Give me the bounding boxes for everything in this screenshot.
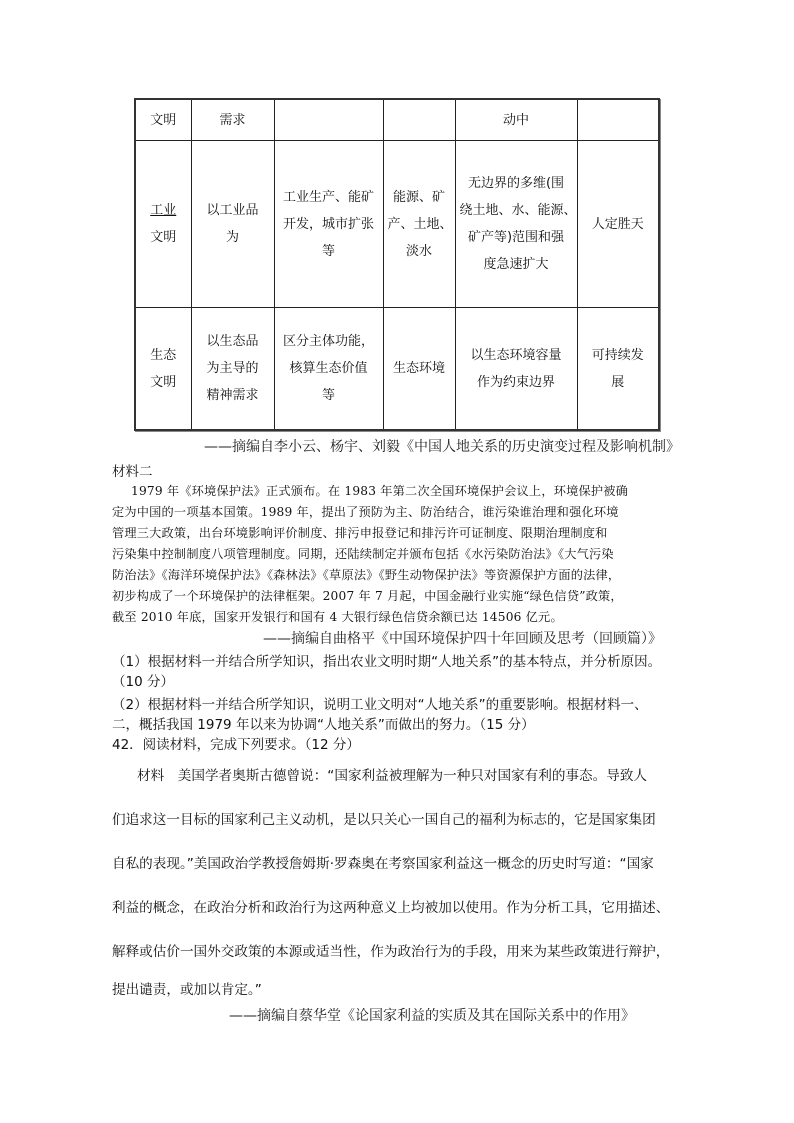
table-cell: 以工业品 为 <box>191 141 274 308</box>
table-cell: 区分主体功能， 核算生态价值 等 <box>274 308 383 431</box>
table-cell: 生态 文明 <box>135 308 191 431</box>
source-citation-2: ——摘编自曲格平《中国环境保护四十年回顾及思考（回顾篇）》 <box>263 631 662 647</box>
paragraph-line: 解释或估价一国外交政策的本源或适当性，作为政治行为的手段，用来为某些政策进行辩护， <box>112 944 670 960</box>
table-cell: 需求 <box>191 99 274 141</box>
paragraph-line: 截至 2010 年底，国家开发银行和国有 4 大银行绿色信贷余额已达 14506 亿元。 <box>112 610 563 624</box>
paragraph-line: 利益的概念，在政治分析和政治行为这两种意义上均被加以使用。作为分析工具，它用描述、 <box>112 900 670 916</box>
paragraph-line: 们追求这一目标的国家利己主义动机，是以只关心一国自己的福利为标志的，它是国家集团 <box>112 812 656 828</box>
paragraph-line: 初步构成了一个环境保护的法律框架。2007 年 7 月起，中国金融行业实施“绿色信贷”政策， <box>112 589 623 603</box>
table-cell <box>577 99 659 141</box>
table-row <box>135 308 659 431</box>
paragraph-line: 材料 美国学者奥斯古德曾说：“国家利益被理解为一种只对国家有利的事态。导致人 <box>137 768 648 784</box>
question-2: （2）根据材料一并结合所学知识，说明工业文明对“人地关系”的重要影响。根据材料一、 <box>112 697 648 713</box>
source-citation-1: ——摘编自李小云、杨宇、刘毅《中国人地关系的历史演变过程及影响机制》 <box>204 439 680 455</box>
table-cell: 工业生产、能矿 开发，城市扩张 等 <box>274 141 383 308</box>
table-cell: 生态环境 <box>383 308 455 431</box>
table-cell: 以生态环境容量 作为约束边界 <box>455 308 577 431</box>
table-cell <box>383 99 455 141</box>
paragraph-line: 管理三大政策，出台环境影响评价制度、排污申报登记和排污许可证制度、限期治理制度和 <box>112 526 608 540</box>
material-2-title: 材料二 <box>112 464 153 480</box>
paragraph-line: 1979 年《环境保护法》正式颁布。在 1983 年第二次全国环境保护会议上，环境保护被确 <box>131 484 629 498</box>
table-cell <box>274 99 383 141</box>
table-cell: 可持续发 展 <box>577 308 659 431</box>
question-1: （1）根据材料一并结合所学知识，指出农业文明时期“人地关系”的基本特点，并分析原因。 <box>112 654 662 670</box>
table-cell: 文明 <box>135 99 191 141</box>
source-citation-3: ——摘编自蔡华堂《论国家利益的实质及其在国际关系中的作用》 <box>229 1008 635 1024</box>
table-cell: 能源、矿 产、土地、 淡水 <box>383 141 455 308</box>
table-cell: 人定胜天 <box>577 141 659 308</box>
table-row <box>135 141 659 308</box>
paragraph-line: 防治法》《海洋环境保护法》《森林法》《草原法》《野生动物保护法》等资源保护方面的法律， <box>112 568 621 582</box>
paragraph-line: 定为中国的一项基本国策。1989 年，提出了预防为主、防治结合，谁污染谁治理和强化环境 <box>112 505 619 519</box>
table-cell: 工业 文明 <box>135 141 191 308</box>
paragraph-line: 自私的表现。”美国政治学教授詹姆斯·罗森奥在考察国家利益这一概念的历史时写道：“国家 <box>112 856 654 872</box>
question-42-heading: 42．阅读材料，完成下列要求。（12 分） <box>112 737 360 753</box>
question-1-score: （10 分） <box>112 674 174 690</box>
question-2-cont: 二，概括我国 1979 年以来为协调“人地关系”而做出的努力。（15 分） <box>112 717 535 733</box>
paragraph-line: 提出谴责，或加以肯定。” <box>112 982 262 998</box>
paragraph-line: 污染集中控制制度八项管理制度。同期，还陆续制定并颁布包括《水污染防治法》《大气污染 <box>112 547 614 561</box>
table-cell: 无边界的多维(围 绕土地、水、能源、 矿产等)范围和强 度急速扩大 <box>455 141 577 308</box>
table-cell: 以生态品 为主导的 精神需求 <box>191 308 274 431</box>
table-cell: 动中 <box>455 99 577 141</box>
table-row <box>135 99 659 141</box>
civilization-comparison-table <box>134 98 660 431</box>
